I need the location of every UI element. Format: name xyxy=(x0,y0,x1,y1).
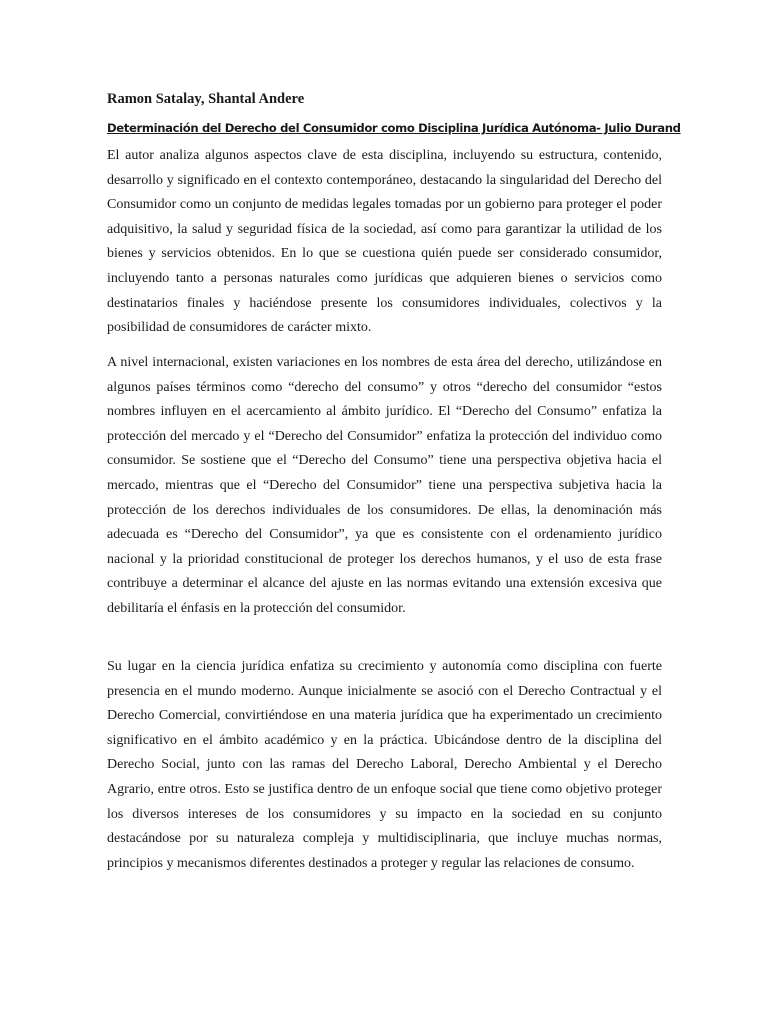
author-names: Ramon Satalay, Shantal Andere xyxy=(107,91,305,107)
paragraph-1: El autor analiza algunos aspectos clave de esta disciplina, incluyendo su estructura, contenido, desarrollo y significado en el contexto contemporáneo, destacando la singularidad del Derecho del Consumidor como un conjunto de medidas legales tomadas por un gobierno para proteger el poder adquisitivo, la salud y seguridad física de la sociedad, así como para garantizar la utilidad de los bienes y servicios obtenidos. En lo que se cuestiona quién puede ser considerado consumidor, incluyendo tanto a personas naturales como jurídicas que adquieren bienes o servicios como destinatarios finales y haciéndose presente los consumidores individuales, colectivos y la posibilidad de consumidores de carácter mixto. xyxy=(107,148,662,336)
paragraph-2: A nivel internacional, existen variaciones en los nombres de esta área del derecho, utilizándose en algunos países términos como “derecho del consumo” y otros “derecho del consumidor “estos nombres influyen en el acercamiento al ámbito jurídico. El “Derecho del Consumo” enfatiza la protección del mercado y el “Derecho del Consumidor” enfatiza la protección del individuo como consumidor. Se sostiene que el “Derecho del Consumo” tiene una perspectiva objetiva hacia el mercado, mientras que el “Derecho del Consumidor” tiene una perspectiva subjetiva hacia la protección de los derechos individuales de los consumidores. De ellas, la denominación más adecuada es “Derecho del Consumidor”, ya que es consistente con el ordenamiento jurídico nacional y la prioridad constitucional de proteger los derechos humanos, y el uso de esta frase contribuye a determinar el alcance del ajuste en las normas evitando una extensión excesiva que debilitaría el énfasis en la protección del consumidor. xyxy=(107,355,662,616)
document-title: Determinación del Derecho del Consumidor como Disciplina Jurídica Autónoma- Julio Durand xyxy=(107,121,681,135)
paragraph-3: Su lugar en la ciencia jurídica enfatiza su crecimiento y autonomía como disciplina con fuerte presencia en el mundo moderno. Aunque inicialmente se asoció con el Derecho Contractual y el Derecho Comercial, convirtiéndose en una materia jurídica que ha experimentado un crecimiento significativo en el ámbito académico y en la práctica. Ubicándose dentro de la disciplina del Derecho Social, junto con las ramas del Derecho Laboral, Derecho Ambiental y el Derecho Agrario, entre otros. Esto se justifica dentro de un enfoque social que tiene como objetivo proteger los diversos intereses de los consumidores y su impacto en la sociedad en su conjunto destacándose por su naturaleza compleja y multidisciplinaria, que incluye muchas normas, principios y mecanismos diferentes destinados a proteger y regular las relaciones de consumo. xyxy=(107,659,662,871)
